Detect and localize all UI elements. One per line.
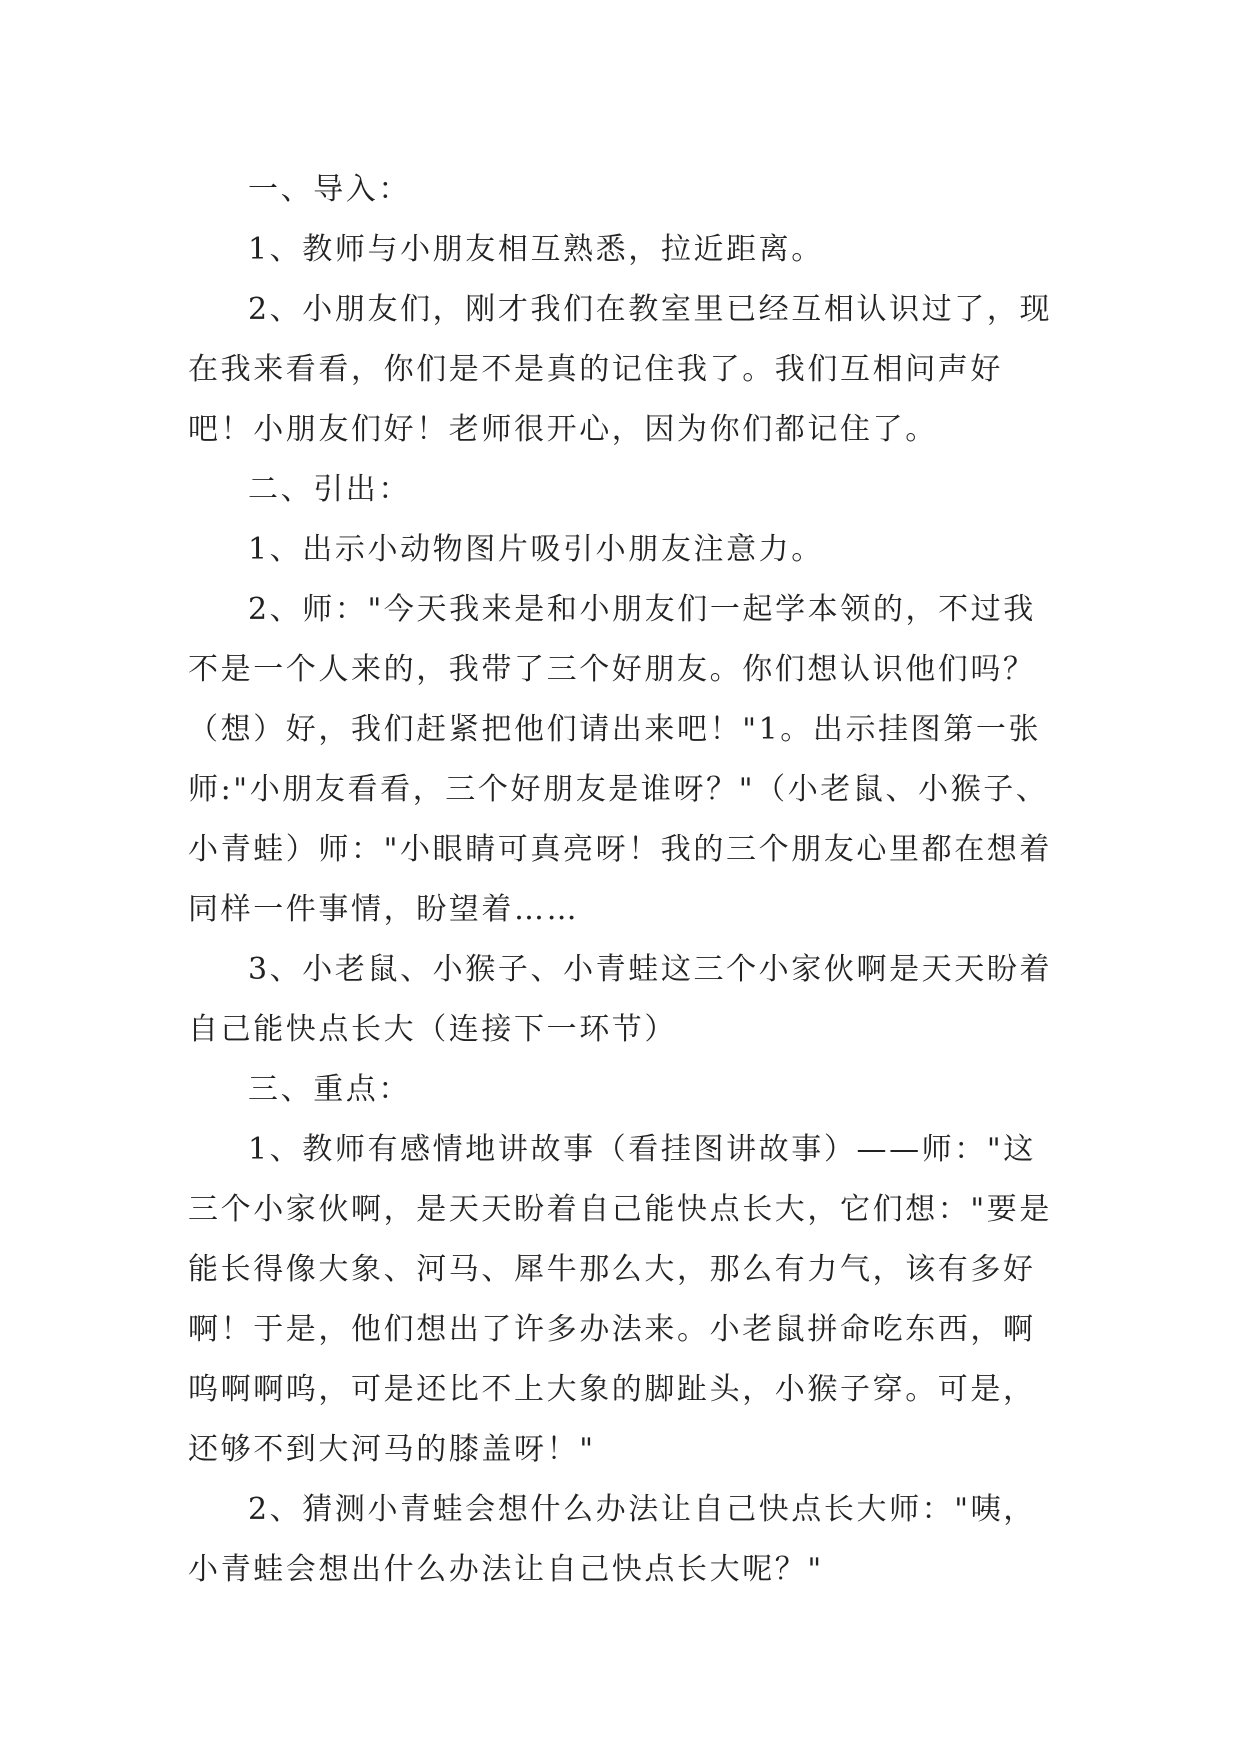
paragraph: 1、教师与小朋友相互熟悉，拉近距离。	[248, 232, 824, 267]
section-heading-intro: 一、导入：	[248, 172, 411, 207]
section-heading-key-points: 三、重点：	[248, 1072, 411, 1107]
document-body	[188, 160, 1068, 1600]
paragraph: 1、出示小动物图片吸引小朋友注意力。	[248, 532, 824, 567]
paragraph: 2、猜测小青蛙会想什么办法让自己快点长大师："咦，小青蛙会想出什么办法让自己快点长大呢？"	[188, 1492, 1036, 1587]
section-heading-lead: 二、引出：	[248, 472, 411, 507]
paragraph: 2、小朋友们，刚才我们在教室里已经互相认识过了，现在我来看看，你们是不是真的记住我了。我们互相问声好吧！小朋友们好！老师很开心，因为你们都记住了。	[188, 292, 1053, 447]
paragraph: 3、小老鼠、小猴子、小青蛙这三个小家伙啊是天天盼着自己能快点长大（连接下一环节）	[188, 952, 1053, 1047]
paragraph: 1、教师有感情地讲故事（看挂图讲故事）——师："这三个小家伙啊，是天天盼着自己能快点长大，它们想："要是能长得像大象、河马、犀牛那么大，那么有力气，该有多好啊！于是，他们想出了许多办法来。小老鼠拼命吃东西，啊呜啊啊呜，可是还比不上大象的脚趾头，小猴子穿。可是，还够不到大河马的膝盖呀！"	[188, 1132, 1052, 1467]
paragraph: 2、师："今天我来是和小朋友们一起学本领的，不过我不是一个人来的，我带了三个好朋友。你们想认识他们吗？（想）好，我们赶紧把他们请出来吧！"1。出示挂图第一张师:"小朋友看看，三个好朋友是谁呀？"（小老鼠、小猴子、小青蛙）师："小眼睛可真亮呀！我的三个朋友心里都在想着同样一件事情，盼望着……	[188, 592, 1052, 927]
